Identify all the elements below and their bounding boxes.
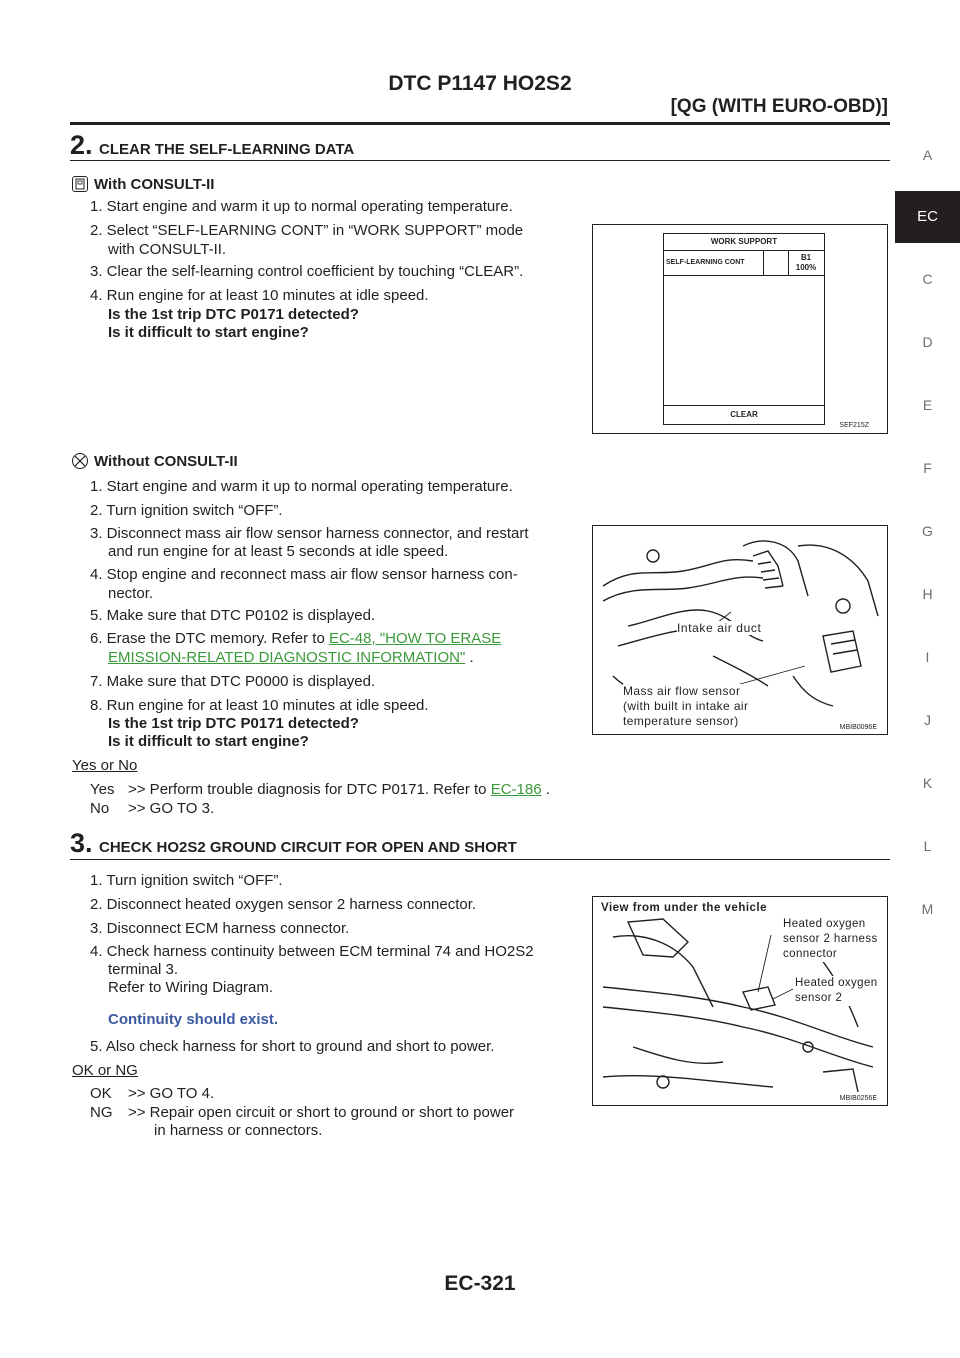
ng-key: NG <box>90 1104 113 1121</box>
row-value-b1: B1 <box>800 253 812 262</box>
section-3-heading <box>70 828 890 859</box>
side-tab-d[interactable]: D <box>922 334 933 350</box>
ho2s2-label: Heated oxygen sensor 2 <box>795 977 878 1004</box>
figure-3-code: MBIB0256E <box>839 1095 877 1102</box>
page-number: EC-321 <box>444 1272 516 1295</box>
ng-answer-cont: in harness or connectors. <box>154 1122 323 1139</box>
ok-key: OK <box>90 1085 112 1102</box>
figure-work-support <box>592 224 888 434</box>
yes-or-no-heading: Yes or No <box>72 757 138 774</box>
without-step-3-cont: and run engine for at least 5 seconds at idle speed. <box>108 543 449 560</box>
s3-step-3: 3. Disconnect ECM harness connector. <box>90 920 350 937</box>
side-tab-c[interactable]: C <box>922 271 933 287</box>
ok-answer: >> GO TO 4. <box>128 1085 215 1102</box>
without-question-2: Is it difficult to start engine? <box>108 733 309 750</box>
s3-step-4: 4. Check harness continuity between ECM terminal 74 and HO2S2 <box>90 943 534 960</box>
side-tab-ec[interactable]: EC <box>895 191 960 243</box>
page-subtitle: [QG (WITH EURO-OBD)] <box>670 96 888 117</box>
side-tab-f[interactable]: F <box>923 460 932 476</box>
without-step-1: 1. Start engine and warm it up to normal operating temperature. <box>90 478 513 495</box>
side-tab-j[interactable]: J <box>924 712 931 728</box>
view-under-vehicle-title: View from under the vehicle <box>601 902 768 914</box>
without-step-8: 8. Run engine for at least 10 minutes at idle speed. <box>90 697 429 714</box>
section-3-title: CHECK HO2S2 GROUND CIRCUIT FOR OPEN AND SHORT <box>98 839 517 856</box>
section-2-heading <box>70 130 890 161</box>
section-2-number: 2. <box>70 130 93 160</box>
without-question-1: Is the 1st trip DTC P0171 detected? <box>108 715 359 732</box>
with-consult-label: With CONSULT-II <box>72 175 214 194</box>
without-step-2: 2. Turn ignition switch “OFF”. <box>90 502 283 519</box>
with-step-2: 2. Select “SELF-LEARNING CONT” in “WORK SUPPORT” mode <box>90 222 524 239</box>
clear-button[interactable]: CLEAR <box>664 405 824 424</box>
no-answer: >> GO TO 3. <box>128 800 215 817</box>
ng-answer: >> Repair open circuit or short to ground or short to power <box>128 1104 515 1121</box>
continuity-spec: Continuity should exist. <box>108 1011 279 1028</box>
s3-step-2: 2. Disconnect heated oxygen sensor 2 harness connector. <box>90 896 477 913</box>
no-key: No <box>90 800 110 817</box>
side-tab-g[interactable]: G <box>922 523 933 539</box>
without-step-6-cont: EMISSION-RELATED DIAGNOSTIC INFORMATION" . <box>108 649 474 666</box>
consult-screen <box>663 233 825 425</box>
self-learning-label: SELF-LEARNING CONT <box>664 251 764 275</box>
figure-2-code: MBIB0096E <box>839 724 877 731</box>
with-step-2-cont: with CONSULT-II. <box>108 241 227 258</box>
side-tab-index <box>895 124 960 941</box>
erase-dtc-link-cont[interactable]: EMISSION-RELATED DIAGNOSTIC INFORMATION" <box>108 649 466 666</box>
side-tab-i[interactable]: I <box>925 649 930 665</box>
s3-step-4-cont: terminal 3. <box>108 961 179 978</box>
side-tab-e[interactable]: E <box>922 397 933 413</box>
no-consult-icon <box>72 453 88 469</box>
figure-ho2s2-location <box>592 896 888 1106</box>
with-question-1: Is the 1st trip DTC P0171 detected? <box>108 306 359 323</box>
without-consult-label: Without CONSULT-II <box>72 452 238 471</box>
side-tab-k[interactable]: K <box>922 775 933 791</box>
intake-air-duct-label: Intake air duct <box>677 621 762 635</box>
erase-dtc-link[interactable]: EC-48, "HOW TO ERASE <box>328 630 502 647</box>
without-step-7: 7. Make sure that DTC P0000 is displayed. <box>90 673 376 690</box>
work-support-header: WORK SUPPORT <box>664 234 824 251</box>
without-step-4-cont: nector. <box>108 585 154 602</box>
with-step-3: 3. Clear the self-learning control coefficient by touching “CLEAR”. <box>90 263 524 280</box>
side-tab-l[interactable]: L <box>923 838 932 854</box>
yes-answer: >> Perform trouble diagnosis for DTC P0171. Refer to EC-186 . <box>128 781 550 798</box>
with-step-1: 1. Start engine and warm it up to normal operating temperature. <box>90 198 513 215</box>
without-step-4: 4. Stop engine and reconnect mass air flow sensor harness con- <box>90 566 518 583</box>
side-tab-m[interactable]: M <box>921 901 934 917</box>
side-tab-a[interactable]: A <box>922 147 933 163</box>
ok-or-ng-heading: OK or NG <box>72 1062 138 1079</box>
without-step-5: 5. Make sure that DTC P0102 is displayed. <box>90 607 376 624</box>
with-question-2: Is it difficult to start engine? <box>108 324 309 341</box>
row-value-percent: 100% <box>795 263 817 272</box>
header-rule <box>70 122 890 125</box>
section-2-rule <box>70 160 890 161</box>
self-learning-row[interactable] <box>664 251 824 276</box>
ho2s2-harness-connector-label: Heated oxygen sensor 2 harness connector <box>783 918 878 960</box>
page-title: DTC P1147 HO2S2 <box>388 72 572 95</box>
section-2-title: CLEAR THE SELF-LEARNING DATA <box>98 141 355 158</box>
row-spacer <box>764 251 789 275</box>
ec-186-link[interactable]: EC-186 <box>490 781 542 798</box>
s3-step-1: 1. Turn ignition switch “OFF”. <box>90 872 283 889</box>
yes-key: Yes <box>90 781 115 798</box>
with-step-4: 4. Run engine for at least 10 minutes at idle speed. <box>90 287 429 304</box>
mass-air-flow-sensor-label: Mass air flow sensor (with built in intake air temperature sensor) <box>623 684 749 728</box>
s3-step-4-ref: Refer to Wiring Diagram. <box>108 979 274 996</box>
figure-mass-air-flow-sensor <box>592 525 888 735</box>
s3-step-5: 5. Also check harness for short to ground and short to power. <box>90 1038 495 1055</box>
consult-icon <box>72 176 88 192</box>
without-step-3: 3. Disconnect mass air flow sensor harness connector, and restart <box>90 525 529 542</box>
section-3-number: 3. <box>70 828 93 858</box>
section-3-rule <box>70 859 890 860</box>
side-tab-h[interactable]: H <box>922 586 933 602</box>
without-step-6: 6. Erase the DTC memory. Refer to EC-48, "HOW TO ERASE <box>90 630 502 647</box>
figure-1-code: SEF215Z <box>839 422 869 429</box>
